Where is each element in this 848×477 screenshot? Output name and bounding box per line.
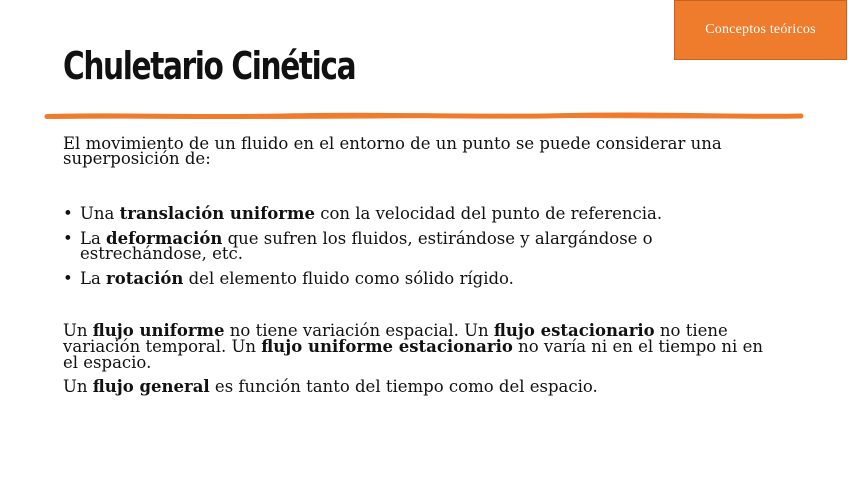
term-flujo-estacionario: flujo estacionario [493,321,655,340]
bullet-item [63,231,783,261]
bullet-item [63,206,783,221]
paragraph-text: Un [63,321,93,340]
paragraph-text: no tiene variación temporal. Un [63,321,728,356]
bullet-list [63,206,783,286]
bullet-dot-icon: • [63,229,73,248]
bullet-text: Una [80,204,120,223]
term-flujo-general: flujo general [92,377,210,396]
paragraph-text: Un [63,377,93,396]
term-flujo-uniforme: flujo uniforme [92,321,225,340]
term-flujo-uniforme-estacionario: flujo uniforme estacionario [261,337,513,356]
paragraph-text: es función tanto del tiempo como del espacio. [209,377,598,396]
general-flow-paragraph [63,379,783,394]
bullet-bold-text: translación uniforme [119,204,315,223]
bullet-bold-text: deformación [106,229,223,248]
section-tag-badge [674,0,847,60]
intro-paragraph: El movimiento de un fluido en el entorno de un punto se puede considerar una superposición de: [63,134,722,168]
bullet-text: La [80,269,107,288]
bullet-item [63,271,783,286]
bullet-dot-icon: • [63,269,73,288]
slide-title: Chuletario Cinética [63,44,356,88]
paragraph-text: no varía ni en el tiempo ni en el espacio. [63,337,763,372]
bullet-text: del elemento fluido como sólido rígido. [183,269,514,288]
bullet-text: que sufren los fluidos, estirándose y alargándose o estrechándose, etc. [80,229,653,263]
slide-body [63,136,783,394]
bullet-bold-text: rotación [106,269,184,288]
bullet-dot-icon: • [63,204,73,223]
flow-definitions-paragraph [63,323,783,371]
paragraph-text: no tiene variación espacial. Un [224,321,494,340]
title-divider [43,108,805,124]
bullet-text: La [80,229,107,248]
bullet-text: con la velocidad del punto de referencia. [314,204,663,223]
section-tag-label: Conceptos teóricos [705,22,816,37]
